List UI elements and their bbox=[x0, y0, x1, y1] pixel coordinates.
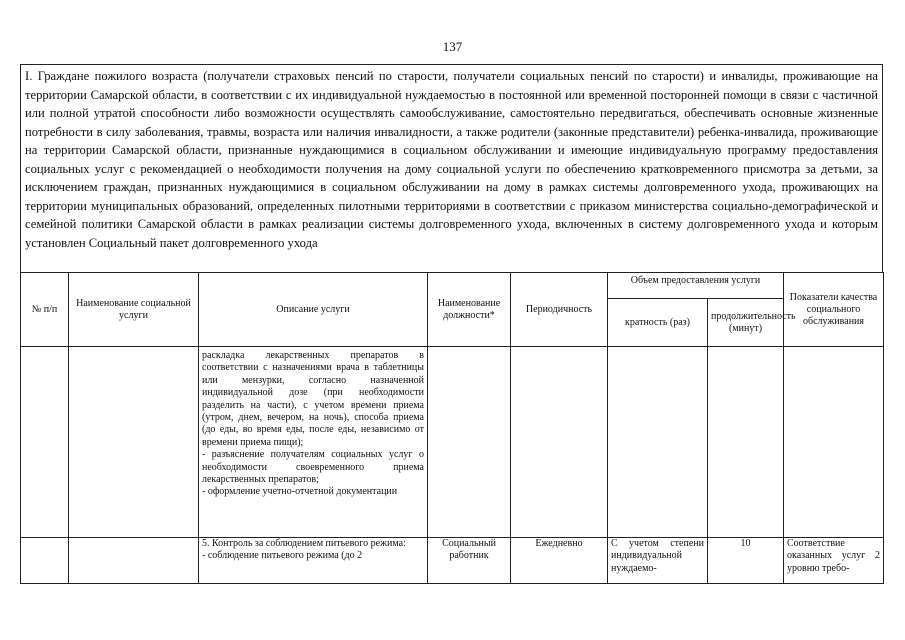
description-paragraph: 5. Контроль за соблюдением питьевого режима: bbox=[202, 538, 406, 549]
cell-quality bbox=[784, 347, 884, 538]
cell-service-name bbox=[69, 538, 199, 584]
cell-service-name bbox=[69, 347, 199, 538]
cell-periodicity: Ежедневно bbox=[511, 538, 608, 584]
description-paragraph: - соблюдение питьевого режима (до 2 bbox=[202, 550, 363, 562]
table-header bbox=[21, 273, 884, 347]
cell-description bbox=[199, 538, 428, 584]
cell-position: Социальный работник bbox=[428, 538, 511, 584]
description-lines bbox=[202, 350, 424, 499]
header-service-name: Наименование социальной услуги bbox=[69, 273, 199, 347]
header-periodicity: Периодичность bbox=[511, 273, 608, 347]
cell-quality: Соответствие оказанных услуг 2 уровню требо- bbox=[784, 538, 884, 584]
section-intro-text: I. Граждане пожилого возраста (получатели страховых пенсий по старости, получатели социальных пенсий по старости) и инвалиды, проживающие на территории Самарской области, в соответствии с их индивидуальной нуждаемостью в постоянной или временной посторонней помощи в связи с частичной или полной утратой способности либо возможности осуществлять самообслуживание, самостоятельно передвигаться, обеспечивать основные жизненные потребности в силу заболевания, травмы, возраста или наличия инвалидности, а также родители (законные представители) ребенка-инвалида, проживающие на территории Самарской области, признанные нуждающимися в социальном обслуживании и имеющие индивидуальную программу предоставления социальных услуг с рекомендацией о необходимости получения на дому социальной услуги по обеспечению кратковременного присмотра за детьми, за исключением граждан, признанных нуждающимися в социальном обслуживании на дому в рамках системы долговременного ухода, проживающих на территории муниципальных образований, определенных пилотными территориями в соответствии с приказом министерства социально-демографической и семейной политики Самарской области в рамках реализации системы долговременного ухода, включенных в систему долговременного ухода и которым установлен Социальный пакет долговременного ухода bbox=[20, 64, 883, 272]
description-paragraph: - разъяснение получателям социальных услуг о необходимости своевременного приема лекарственных препаратов; bbox=[202, 449, 424, 486]
description-paragraph: раскладка лекарственных препаратов в соответствии с назначениями врача в таблетницы или мензурки, согласно назначенной индивидуальной дозе (при необходимости разделить на части), с учетом времени приема (утром, днем, вечером, на ночь), способа приема (до еды, во время еды, после еды, независимо от времени приема пищи); bbox=[202, 350, 424, 448]
header-num: № п/п bbox=[21, 273, 69, 347]
description-paragraph: - оформление учетно-отчетной документации bbox=[202, 486, 398, 498]
cell-frequency: С учетом степени индивидуальной нуждаемо- bbox=[608, 538, 708, 584]
cell-frequency bbox=[608, 347, 708, 538]
cell-num bbox=[21, 347, 69, 538]
cell-duration: 10 bbox=[708, 538, 784, 584]
cell-periodicity bbox=[511, 347, 608, 538]
header-volume: Объем предоставления услуги bbox=[608, 273, 784, 299]
services-table bbox=[20, 272, 884, 584]
header-frequency: кратность (раз) bbox=[608, 299, 708, 347]
header-quality: Показатели качества социального обслуживания bbox=[784, 273, 884, 347]
cell-position bbox=[428, 347, 511, 538]
description-lines bbox=[202, 538, 424, 563]
header-duration: продолжительность (минут) bbox=[708, 299, 784, 347]
table-row bbox=[21, 347, 884, 538]
cell-description bbox=[199, 347, 428, 538]
header-description: Описание услуги bbox=[199, 273, 428, 347]
header-position: Наименование должности* bbox=[428, 273, 511, 347]
cell-num bbox=[21, 538, 69, 584]
table-row bbox=[21, 538, 884, 584]
cell-duration bbox=[708, 347, 784, 538]
page-number: 137 bbox=[442, 39, 463, 54]
